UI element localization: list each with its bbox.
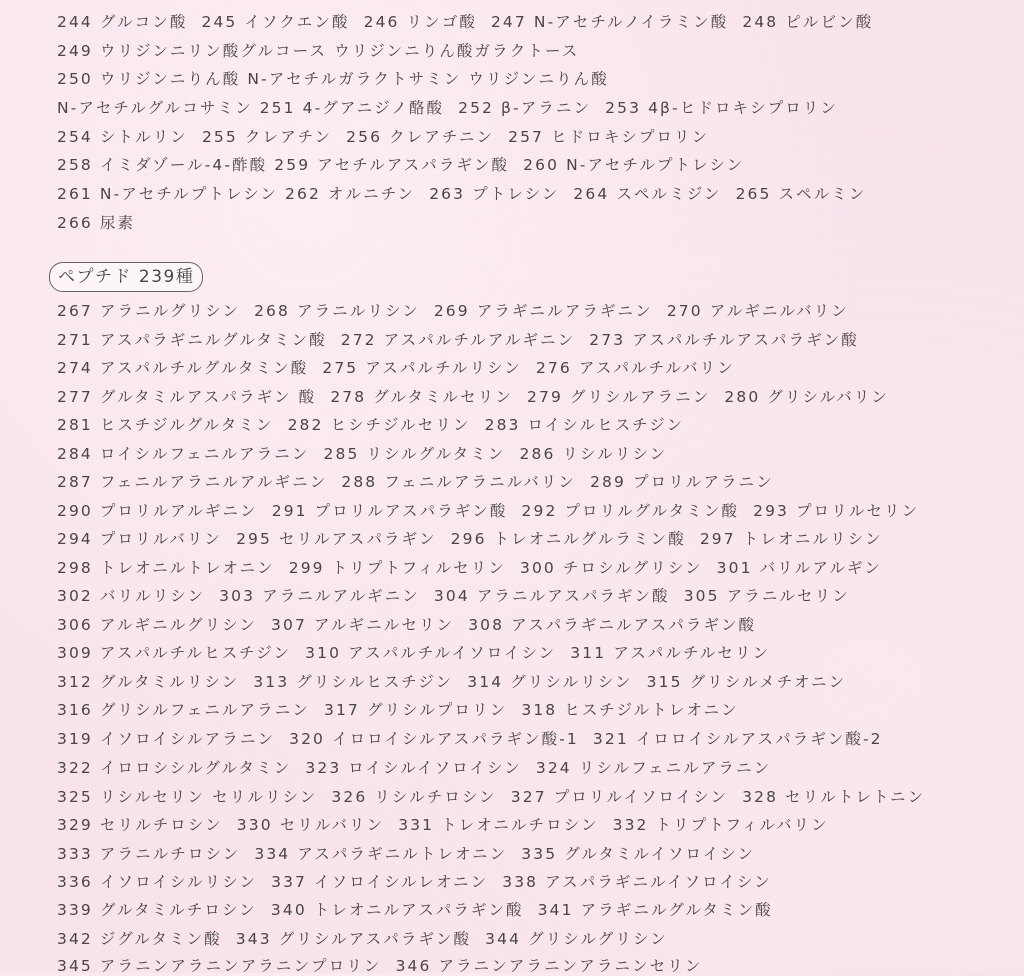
text-line: 302 バリルリシン 303 アラニルアルギニン 304 アラニルアスパラギン酸 305 アラニルセリン (57, 587, 850, 605)
text-line: 319 イソロイシルアラニン 320 イロロイシルアスパラギン酸-1 321 イロロイシルアスパラギン酸-2 (57, 730, 883, 748)
text-line: 284 ロイシルフェニルアラニン 285 リシルグルタミン 286 リシルリシン (57, 445, 668, 463)
section-heading-peptides: ペプチド 239種 (49, 262, 203, 292)
text-line: 254 シトルリン 255 クレアチン 256 クレアチニン 257 ヒドロキシプロリン (57, 128, 710, 146)
text-line-partial (57, 0, 623, 1)
text-line: 312 グルタミルリシン 313 グリシルヒスチジン 314 グリシルリシン 315 グリシルメチオニン (57, 673, 847, 691)
text-line: 306 アルギニルグリシン 307 アルギニルセリン 308 アスパラギニルアスパラギン酸 (57, 616, 757, 634)
text-line: 281 ヒスチジルグルタミン 282 ヒシチジルセリン 283 ロイシルヒスチジン (57, 416, 685, 434)
text-line: 325 リシルセリン セリルリシン 326 リシルチロシン 327 プロリルイソロイシン 328 セリルトレトニン (57, 788, 926, 806)
text-line: 249 ウリジンニリン酸グルコース ウリジンニりん酸ガラクトース (57, 42, 580, 60)
text-line: 287 フェニルアラニルアルギニン 288 フェニルアラニルバリン 289 プロリルアラニン (57, 473, 774, 491)
text-line: 322 イロロシシルグルタミン 323 ロイシルイソロイシン 324 リシルフェニルアラニン (57, 759, 772, 777)
text-line: 298 トレオニルトレオニン 299 トリプトフィルセリン 300 チロシルグリシン 301 バリルアルギン (57, 559, 883, 577)
text-line: 244 グルコン酸 245 イソクエン酸 246 リンゴ酸 247 N-アセチルノイラミン酸 248 ピルビン酸 (57, 13, 874, 31)
text-line: 274 アスパルチルグルタミン酸 275 アスパルチルリシン 276 アスパルチルバリン (57, 359, 735, 377)
text-line: 271 アスパラギニルグルタミン酸 272 アスパルチルアルギニン 273 アスパルチルアスパラギン酸 (57, 331, 859, 349)
text-line: 294 プロリルバリン 295 セリルアスパラギン 296 トレオニルグルラミン酸 297 トレオニルリシン (57, 530, 883, 548)
text-line: 316 グリシルフェニルアラニン 317 グリシルプロリン 318 ヒスチジルトレオニン (57, 701, 739, 719)
text-line: 258 イミダゾール-4-酢酸 259 アセチルアスパラギン酸 260 N-アセチルプトレシン (57, 156, 745, 174)
text-line: 309 アスパルチルヒスチジン 310 アスパルチルイソロイシン 311 アスパルチルセリン (57, 644, 771, 662)
text-line: 277 グルタミルアスパラギン 酸 278 グルタミルセリン 279 グリシルアラニン 280 グリシルバリン (57, 388, 890, 406)
text-line: 336 イソロイシルリシン 337 イソロイシルレオニン 338 アスパラギニルイソロイシン (57, 873, 772, 891)
text-line: 345 アラニンアラニンアラニンプロリン 346 アラニンアラニンアラニンセリン (57, 957, 703, 975)
text-line: 342 ジグルタミン酸 343 グリシルアスパラギン酸 344 グリシルグリシン (57, 930, 668, 948)
text-line: 329 セリルチロシン 330 セリルバリン 331 トレオニルチロシン 332 トリプトフィルバリン (57, 816, 829, 834)
text-line: 250 ウリジンニりん酸 N-アセチルガラクトサミン ウリジンニりん酸 (57, 70, 609, 88)
text-line: 261 N-アセチルプトレシン 262 オルニチン 263 プトレシン 264 スペルミジン 265 スペルミン (57, 185, 867, 203)
text-line: 267 アラニルグリシン 268 アラニルリシン 269 アラギニルアラギニン 270 アルギニルバリン (57, 302, 849, 320)
text-line: 266 尿素 (57, 214, 136, 232)
text-line: 333 アラニルチロシン 334 アスパラギニルトレオニン 335 グルタミルイソロイシン (57, 845, 756, 863)
text-line: 290 プロリルアルギニン 291 プロリルアスパラギン酸 292 プロリルグルタミン酸 293 プロリルセリン (57, 502, 920, 520)
text-line: 339 グルタミルチロシン 340 トレオニルアスパラギン酸 341 アラギニルグルタミン酸 (57, 901, 773, 919)
text-line: N-アセチルグルコサミン 251 4-グアニジノ酪酸 252 β-アラニン 253 4β-ヒドロキシプロリン (57, 99, 838, 117)
